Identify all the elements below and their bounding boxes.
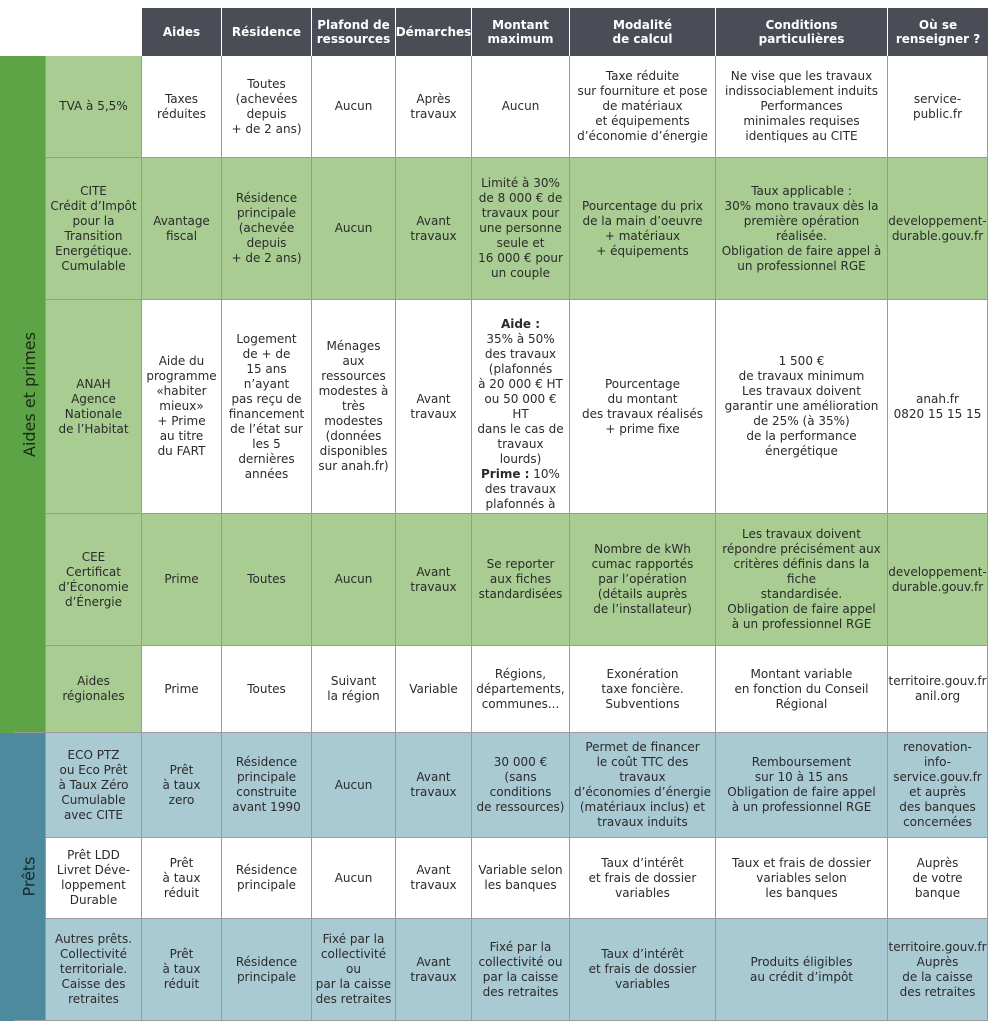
anah-prime-label: Prime : bbox=[481, 467, 530, 481]
table-cell: renovation-info- service.gouv.fr et auprès des banques concernées bbox=[888, 733, 988, 838]
anah-prime-text: 10% des travaux plafonnés à bbox=[484, 467, 560, 511]
table-cell: Prime bbox=[142, 646, 222, 733]
header-aides: Aides bbox=[142, 8, 222, 56]
header-top-gap bbox=[142, 0, 988, 8]
table-cell: Taxes réduites bbox=[142, 56, 222, 158]
table-cell: Résidence principale bbox=[222, 919, 312, 1021]
table-cell: Prêt à taux réduit bbox=[142, 838, 222, 919]
table-cell: developpement- durable.gouv.fr bbox=[888, 514, 988, 646]
header-montant: Montant maximum bbox=[472, 8, 570, 56]
table-cell: Prêt à taux zero bbox=[142, 733, 222, 838]
table-cell: Variable bbox=[396, 646, 472, 733]
table-cell: Avant travaux bbox=[396, 158, 472, 300]
table-cell: Avant travaux bbox=[396, 733, 472, 838]
header-plafond: Plafond de ressources bbox=[312, 8, 396, 56]
anah-aide-label: Aide : bbox=[500, 317, 541, 331]
table-cell: Aucun bbox=[312, 56, 396, 158]
table-cell: Les travaux doivent répondre précisément aux critères définis dans la fiche standardisée. Obligation de faire appel à un professionnel RGE bbox=[716, 514, 888, 646]
table-cell: Toutes (achevées depuis + de 2 ans) bbox=[222, 56, 312, 158]
table-cell: Taux d’intérêt et frais de dossier variables bbox=[570, 838, 716, 919]
table-cell: Fixé par la collectivité ou par la caisse des retraites bbox=[312, 919, 396, 1021]
header-renseigner: Où se renseigner ? bbox=[888, 8, 988, 56]
anah-montant-cell bbox=[472, 300, 570, 514]
table-cell: territoire.gouv.fr anil.org bbox=[888, 646, 988, 733]
table-cell: Pourcentage du montant des travaux réalisés + prime fixe bbox=[570, 300, 716, 514]
section-label-aides-text: Aides et primes bbox=[20, 331, 39, 457]
table-cell: Remboursement sur 10 à 15 ans Obligation de faire appel à un professionnel RGE bbox=[716, 733, 888, 838]
table-cell: Permet de financer le coût TTC des travaux d’économies d’énergie (matériaux inclus) et travaux induits bbox=[570, 733, 716, 838]
header-modalite: Modalité de calcul bbox=[570, 8, 716, 56]
table-cell: Aucun bbox=[312, 838, 396, 919]
table-cell: Taux applicable : 30% mono travaux dès la première opération réalisée. Obligation de faire appel à un professionnel RGE bbox=[716, 158, 888, 300]
header-conditions: Conditions particulières bbox=[716, 8, 888, 56]
section-label-prets-text: Prêts bbox=[20, 856, 40, 897]
table-cell: anah.fr 0820 15 15 15 bbox=[888, 300, 988, 514]
table-cell: Résidence principale bbox=[222, 838, 312, 919]
row-label-pret-ldd: Prêt LDD Livret Déve- loppement Durable bbox=[46, 838, 142, 919]
row-label-cee: CEE Certificat d’Économie d’Énergie bbox=[46, 514, 142, 646]
table-cell: Avantage fiscal bbox=[142, 158, 222, 300]
table-cell: Taxe réduite sur fourniture et pose de matériaux et équipements d’économie d’énergie bbox=[570, 56, 716, 158]
table-cell: Prêt à taux réduit bbox=[142, 919, 222, 1021]
row-label-anah: ANAH Agence Nationale de l’Habitat bbox=[46, 300, 142, 514]
table-cell: Avant travaux bbox=[396, 838, 472, 919]
row-label-cite: CITE Crédit d’Impôt pour la Transition Energétique. Cumulable bbox=[46, 158, 142, 300]
table-cell: Prime bbox=[142, 514, 222, 646]
table-cell: Toutes bbox=[222, 514, 312, 646]
section-label-prets bbox=[14, 733, 46, 1021]
table-cell: Montant variable en fonction du Conseil Régional bbox=[716, 646, 888, 733]
table-cell: Logement de + de 15 ans n’ayant pas reçu de financement de l’état sur les 5 dernières années bbox=[222, 300, 312, 514]
table-cell: Se reporter aux fiches standardisées bbox=[472, 514, 570, 646]
table-cell: Toutes bbox=[222, 646, 312, 733]
row-label-eco-ptz: ECO PTZ ou Eco Prêt à Taux Zéro Cumulable avec CITE bbox=[46, 733, 142, 838]
section-strip-aides bbox=[0, 56, 14, 733]
table-cell: Résidence principale (achevée depuis + de 2 ans) bbox=[222, 158, 312, 300]
table-cell: Résidence principale construite avant 1990 bbox=[222, 733, 312, 838]
table-cell: Exonération taxe foncière. Subventions bbox=[570, 646, 716, 733]
table-cell: Limité à 30% de 8 000 € de travaux pour une personne seule et 16 000 € pour un couple bbox=[472, 158, 570, 300]
row-label-autres-prets: Autres prêts. Collectivité territoriale. Caisse des retraites bbox=[46, 919, 142, 1021]
table-cell: Pourcentage du prix de la main d’oeuvre + matériaux + équipements bbox=[570, 158, 716, 300]
table-cell: Ne vise que les travaux indissociablement induits Performances minimales requises identiques au CITE bbox=[716, 56, 888, 158]
anah-aide-text: 35% à 50% des travaux (plafonnés à 20 000 € HT ou 50 000 € HT dans le cas de travaux lourds) bbox=[477, 332, 564, 466]
header-demarches: Démarches bbox=[396, 8, 472, 56]
table-cell: Taux d’intérêt et frais de dossier variables bbox=[570, 919, 716, 1021]
table-cell: Aucun bbox=[312, 514, 396, 646]
table-cell: Aide du programme «habiter mieux» + Prime au titre du FART bbox=[142, 300, 222, 514]
table-cell: Aucun bbox=[472, 56, 570, 158]
header-residence: Résidence bbox=[222, 8, 312, 56]
section-label-aides bbox=[14, 56, 46, 733]
table-cell: Produits éligibles au crédit d’impôt bbox=[716, 919, 888, 1021]
table-cell: Avant travaux bbox=[396, 919, 472, 1021]
table-cell: territoire.gouv.fr Auprès de la caisse des retraites bbox=[888, 919, 988, 1021]
header-blank-corner bbox=[0, 0, 142, 56]
table-cell: Nombre de kWh cumac rapportés par l’opération (détails auprès de l’installateur) bbox=[570, 514, 716, 646]
table-cell: Après travaux bbox=[396, 56, 472, 158]
table-cell: Aucun bbox=[312, 158, 396, 300]
section-strip-prets bbox=[0, 733, 14, 1021]
table-cell: 30 000 € (sans conditions de ressources) bbox=[472, 733, 570, 838]
table-cell: Avant travaux bbox=[396, 514, 472, 646]
table-cell: service-public.fr bbox=[888, 56, 988, 158]
table-cell: Régions, départements, communes... bbox=[472, 646, 570, 733]
row-label-tva: TVA à 5,5% bbox=[46, 56, 142, 158]
table-cell: Auprès de votre banque bbox=[888, 838, 988, 919]
table-cell: Ménages aux ressources modestes à très modestes (données disponibles sur anah.fr) bbox=[312, 300, 396, 514]
table-cell: Taux et frais de dossier variables selon les banques bbox=[716, 838, 888, 919]
table-cell: Suivant la région bbox=[312, 646, 396, 733]
table-cell: developpement- durable.gouv.fr bbox=[888, 158, 988, 300]
table-cell: Variable selon les banques bbox=[472, 838, 570, 919]
table-cell: Aucun bbox=[312, 733, 396, 838]
row-label-aides-regionales: Aides régionales bbox=[46, 646, 142, 733]
table-cell: 1 500 € de travaux minimum Les travaux doivent garantir une amélioration de 25% (à 35%) de la performance énergétique bbox=[716, 300, 888, 514]
table-cell: Fixé par la collectivité ou par la caisse des retraites bbox=[472, 919, 570, 1021]
table-cell: Avant travaux bbox=[396, 300, 472, 514]
